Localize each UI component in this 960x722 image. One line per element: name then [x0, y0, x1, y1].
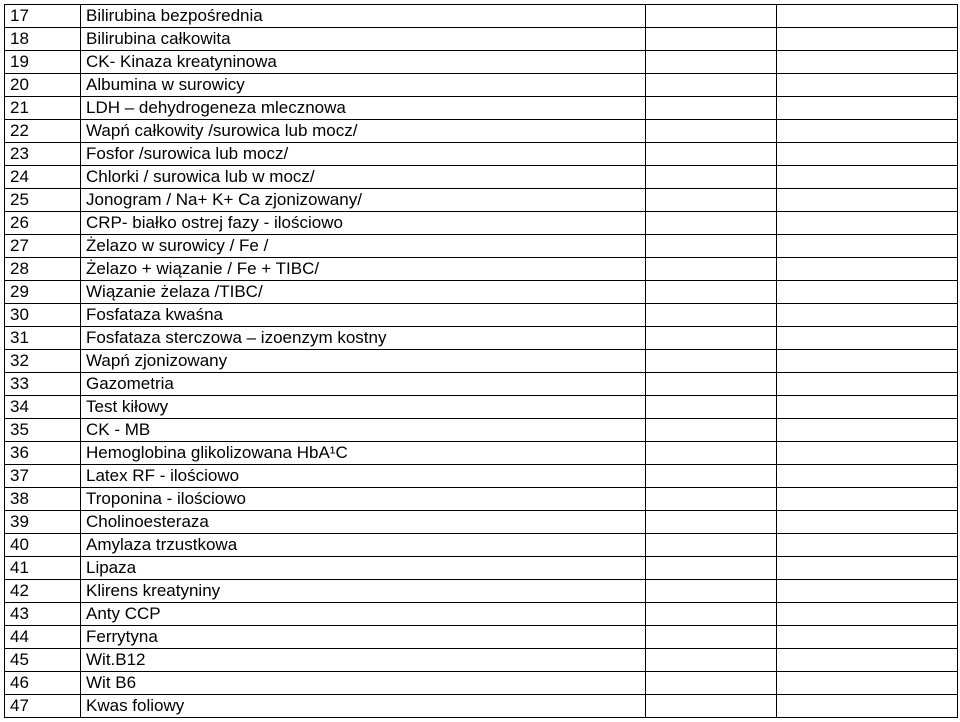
test-name: CK- Kinaza kreatyninowa — [81, 51, 646, 74]
row-number: 18 — [5, 28, 81, 51]
empty-cell — [646, 442, 777, 465]
table-row — [5, 258, 958, 281]
empty-cell — [646, 488, 777, 511]
row-number: 35 — [5, 419, 81, 442]
empty-cell — [777, 5, 958, 28]
empty-cell — [777, 97, 958, 120]
table-row — [5, 557, 958, 580]
row-number: 36 — [5, 442, 81, 465]
empty-cell — [777, 557, 958, 580]
empty-cell — [646, 189, 777, 212]
table-row — [5, 304, 958, 327]
table-row — [5, 5, 958, 28]
table-row — [5, 649, 958, 672]
empty-cell — [646, 281, 777, 304]
empty-cell — [777, 511, 958, 534]
row-number: 20 — [5, 74, 81, 97]
test-name: Bilirubina bezpośrednia — [81, 5, 646, 28]
table-row — [5, 672, 958, 695]
test-name: Fosfor /surowica lub mocz/ — [81, 143, 646, 166]
empty-cell — [646, 74, 777, 97]
row-number: 27 — [5, 235, 81, 258]
table-row — [5, 97, 958, 120]
empty-cell — [777, 649, 958, 672]
empty-cell — [777, 28, 958, 51]
test-name: CK - MB — [81, 419, 646, 442]
empty-cell — [777, 74, 958, 97]
empty-cell — [777, 626, 958, 649]
test-name: Fosfataza sterczowa – izoenzym kostny — [81, 327, 646, 350]
empty-cell — [777, 258, 958, 281]
empty-cell — [646, 465, 777, 488]
table-row — [5, 120, 958, 143]
test-name: Troponina - ilościowo — [81, 488, 646, 511]
empty-cell — [777, 396, 958, 419]
row-number: 47 — [5, 695, 81, 718]
empty-cell — [777, 580, 958, 603]
row-number: 33 — [5, 373, 81, 396]
row-number: 44 — [5, 626, 81, 649]
table-row — [5, 189, 958, 212]
empty-cell — [777, 373, 958, 396]
table-row — [5, 465, 958, 488]
test-name: Chlorki / surowica lub w mocz/ — [81, 166, 646, 189]
row-number: 39 — [5, 511, 81, 534]
table-row — [5, 442, 958, 465]
empty-cell — [646, 143, 777, 166]
empty-cell — [646, 258, 777, 281]
empty-cell — [777, 465, 958, 488]
test-name: Wapń całkowity /surowica lub mocz/ — [81, 120, 646, 143]
empty-cell — [646, 373, 777, 396]
test-name: Latex RF - ilościowo — [81, 465, 646, 488]
test-name: Wiązanie żelaza /TIBC/ — [81, 281, 646, 304]
row-number: 28 — [5, 258, 81, 281]
empty-cell — [646, 419, 777, 442]
empty-cell — [777, 212, 958, 235]
row-number: 22 — [5, 120, 81, 143]
test-name: Hemoglobina glikolizowana HbA¹C — [81, 442, 646, 465]
test-name: Jonogram / Na+ K+ Ca zjonizowany/ — [81, 189, 646, 212]
test-name: Gazometria — [81, 373, 646, 396]
empty-cell — [646, 120, 777, 143]
table-row — [5, 511, 958, 534]
empty-cell — [646, 396, 777, 419]
test-name: LDH – dehydrogeneza mlecznowa — [81, 97, 646, 120]
empty-cell — [777, 120, 958, 143]
empty-cell — [777, 488, 958, 511]
empty-cell — [646, 649, 777, 672]
table-row — [5, 28, 958, 51]
row-number: 21 — [5, 97, 81, 120]
empty-cell — [777, 327, 958, 350]
empty-cell — [646, 580, 777, 603]
row-number: 25 — [5, 189, 81, 212]
test-list-body — [5, 5, 958, 718]
row-number: 41 — [5, 557, 81, 580]
empty-cell — [777, 350, 958, 373]
table-row — [5, 695, 958, 718]
table-row — [5, 580, 958, 603]
empty-cell — [777, 189, 958, 212]
row-number: 45 — [5, 649, 81, 672]
test-name: Amylaza trzustkowa — [81, 534, 646, 557]
row-number: 32 — [5, 350, 81, 373]
table-row — [5, 327, 958, 350]
empty-cell — [646, 166, 777, 189]
empty-cell — [777, 143, 958, 166]
row-number: 40 — [5, 534, 81, 557]
empty-cell — [777, 235, 958, 258]
row-number: 24 — [5, 166, 81, 189]
table-row — [5, 51, 958, 74]
empty-cell — [646, 350, 777, 373]
test-name: Kwas foliowy — [81, 695, 646, 718]
empty-cell — [646, 511, 777, 534]
empty-cell — [646, 5, 777, 28]
test-name: Cholinoesteraza — [81, 511, 646, 534]
empty-cell — [777, 166, 958, 189]
test-name: Ferrytyna — [81, 626, 646, 649]
empty-cell — [646, 212, 777, 235]
table-row — [5, 350, 958, 373]
empty-cell — [777, 672, 958, 695]
table-row — [5, 235, 958, 258]
empty-cell — [646, 28, 777, 51]
empty-cell — [646, 304, 777, 327]
table-row — [5, 373, 958, 396]
empty-cell — [646, 51, 777, 74]
table-row — [5, 534, 958, 557]
row-number: 29 — [5, 281, 81, 304]
table-row — [5, 396, 958, 419]
table-row — [5, 488, 958, 511]
empty-cell — [646, 695, 777, 718]
empty-cell — [646, 603, 777, 626]
empty-cell — [646, 97, 777, 120]
empty-cell — [646, 534, 777, 557]
row-number: 26 — [5, 212, 81, 235]
test-name: Bilirubina całkowita — [81, 28, 646, 51]
empty-cell — [646, 672, 777, 695]
empty-cell — [777, 304, 958, 327]
test-name: Albumina w surowicy — [81, 74, 646, 97]
empty-cell — [777, 281, 958, 304]
test-name: Anty CCP — [81, 603, 646, 626]
test-name: Żelazo w surowicy / Fe / — [81, 235, 646, 258]
row-number: 30 — [5, 304, 81, 327]
empty-cell — [777, 419, 958, 442]
empty-cell — [777, 534, 958, 557]
empty-cell — [777, 442, 958, 465]
row-number: 38 — [5, 488, 81, 511]
test-list-table — [4, 4, 958, 718]
test-name: Wit B6 — [81, 672, 646, 695]
empty-cell — [646, 235, 777, 258]
test-name: Wit.B12 — [81, 649, 646, 672]
row-number: 31 — [5, 327, 81, 350]
row-number: 23 — [5, 143, 81, 166]
row-number: 43 — [5, 603, 81, 626]
test-name: Żelazo + wiązanie / Fe + TIBC/ — [81, 258, 646, 281]
empty-cell — [646, 327, 777, 350]
empty-cell — [777, 51, 958, 74]
test-name: Test kiłowy — [81, 396, 646, 419]
table-row — [5, 166, 958, 189]
table-row — [5, 281, 958, 304]
test-name: CRP- białko ostrej fazy - ilościowo — [81, 212, 646, 235]
row-number: 46 — [5, 672, 81, 695]
row-number: 37 — [5, 465, 81, 488]
row-number: 42 — [5, 580, 81, 603]
row-number: 17 — [5, 5, 81, 28]
table-row — [5, 626, 958, 649]
empty-cell — [777, 603, 958, 626]
test-name: Lipaza — [81, 557, 646, 580]
empty-cell — [777, 695, 958, 718]
row-number: 19 — [5, 51, 81, 74]
test-name: Wapń zjonizowany — [81, 350, 646, 373]
row-number: 34 — [5, 396, 81, 419]
test-name: Klirens kreatyniny — [81, 580, 646, 603]
table-row — [5, 212, 958, 235]
table-row — [5, 419, 958, 442]
empty-cell — [646, 626, 777, 649]
test-name: Fosfataza kwaśna — [81, 304, 646, 327]
table-row — [5, 143, 958, 166]
table-row — [5, 74, 958, 97]
empty-cell — [646, 557, 777, 580]
table-row — [5, 603, 958, 626]
